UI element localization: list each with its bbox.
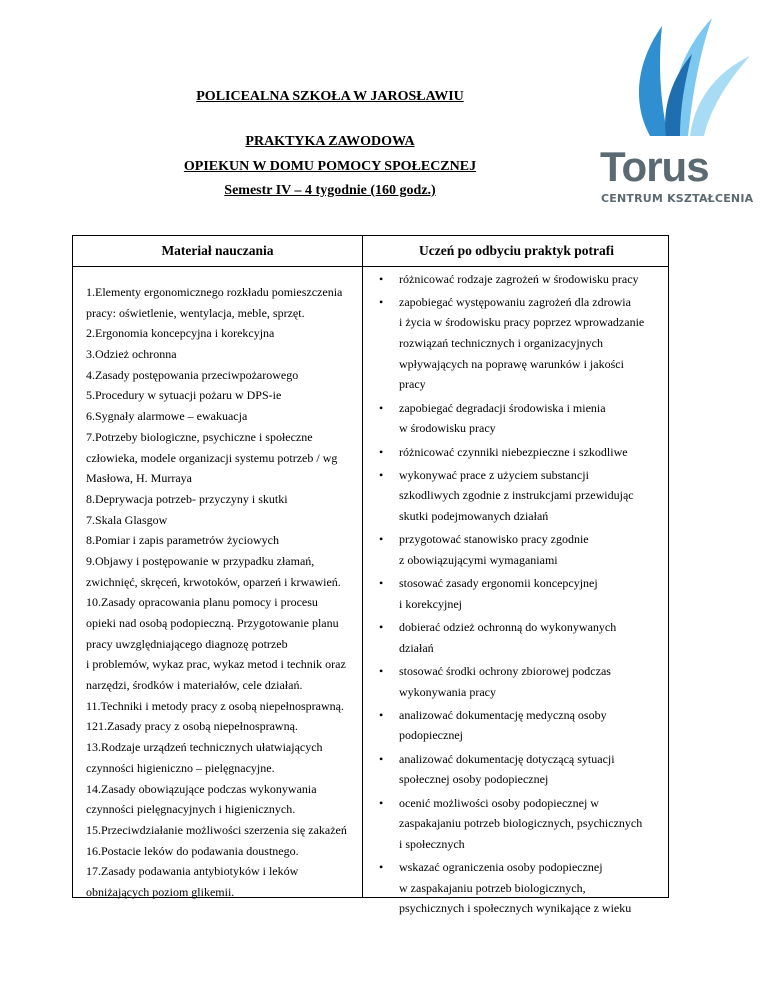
skill-item [375,793,665,855]
material-line: człowieka, modele organizacji systemu potrzeb / wg [86,450,338,465]
skill-line: • zapobiegać degradacji środowiska i mienia [399,400,606,415]
skill-line: pracy [399,377,426,392]
skill-line: z obowiązującymi wymaganiami [399,552,558,567]
material-line: pracy uwzględniającego diagnozę potrzeb [86,636,288,651]
material-list [86,282,360,903]
skill-line: • przygotować stanowisko pracy zgodnie [399,532,589,547]
material-line: 1.Elementy ergonomicznego rozkładu pomieszczenia [86,285,343,299]
skill-item [375,292,665,395]
skill-line: w zaspakajaniu potrzeb biologicznych, [399,880,586,895]
logo-subtitle: CENTRUM KSZTAŁCENIA [601,192,754,205]
skill-item [375,269,665,290]
material-line: 8.Deprywacja potrzeb- przyczyny i skutki [86,491,288,506]
skill-line: zaspakajaniu potrzeb biologicznych, psychicznych [399,816,643,831]
material-line: Masłowa, H. Murraya [86,471,192,486]
skill-item [375,465,665,527]
material-line: narzędzi, środków i materiałów, cele działań. [86,678,303,693]
material-line: 8.Pomiar i zapis parametrów życiowych [86,533,279,548]
material-line: 11.Techniki i metody pracy z osobą niepełnosprawną. [86,698,344,713]
material-line: 6.Sygnały alarmowe – ewakuacja [86,409,248,424]
skill-item [375,705,665,746]
skill-line: • różnicować czynniki niebezpieczne i szkodliwe [399,444,628,459]
skill-line: i korekcyjnej [399,596,462,611]
material-line: 13.Rodzaje urządzeń technicznych ułatwiających [86,740,323,755]
material-line: 14.Zasady obowiązujące podczas wykonywania [86,781,317,796]
material-line: 10.Zasady opracowania planu pomocy i procesu [86,595,318,610]
curriculum-table [72,235,669,916]
material-line: 3.Odzież ochronna [86,347,177,362]
skill-line: w środowisku pracy [399,421,496,436]
skill-line: społecznej osoby podopiecznej [399,772,549,787]
skill-item [375,442,665,463]
practice-title: PRAKTYKA ZAWODOWA [245,134,415,149]
skill-line: działań [399,640,434,655]
skill-item [375,661,665,702]
material-line: 121.Zasady pracy z osobą niepełnosprawną. [86,719,298,734]
skill-line: • analizować dokumentację medyczną osoby [399,707,607,722]
school-name: POLICEALNA SZKOŁA W JAROSŁAWIU [196,89,464,104]
skill-line: • dobierać odzież ochronną do wykonywanych [399,620,617,634]
material-line: 7.Potrzeby biologiczne, psychiczne i społeczne [86,429,313,444]
skill-item [375,573,665,614]
material-line: 15.Przeciwdziałanie możliwości szerzenia się zakażeń [86,822,347,837]
logo-brand: Torus [600,143,709,190]
material-line: 17.Zasady podawania antybiotyków i leków [86,864,299,879]
material-line: 7.Skala Glasgow [86,512,168,527]
material-line: czynności higieniczno – pielęgnacyjne. [86,760,275,775]
semester-info: Semestr IV – 4 tygodnie (160 godz.) [224,183,436,198]
material-line: zwichnięć, skręceń, krwotoków, oparzeń i krwawień. [86,574,341,589]
skill-item [375,857,665,919]
skill-line: skutki podejmowanych działań [399,509,549,524]
skill-line: podopiecznej [399,728,463,743]
material-line: 16.Postacie leków do podawania doustnego. [86,843,299,858]
material-line: 4.Zasady postępowania przeciwpożarowego [86,367,299,382]
skill-line: • ocenić możliwości osoby podopiecznej w [399,795,599,810]
skill-line: • wskazać ograniczenia osoby podopiecznej [399,860,603,875]
column-header-material: Materiał nauczania [161,243,274,258]
skill-item [375,617,665,658]
material-line: 5.Procedury w sytuacji pożaru w DPS-ie [86,388,282,403]
material-line: obniżających poziom glikemii. [86,884,235,899]
material-line: opieki nad osobą podopieczną. Przygotowanie planu [86,616,339,630]
skill-item [375,398,665,439]
skill-line: szkodliwych zgodnie z instrukcjami przewidując [399,488,634,503]
column-divider [362,236,363,897]
material-line: 2.Ergonomia koncepcyjna i korekcyjna [86,326,275,341]
skill-line: psychicznych i społecznych wynikające z wieku [399,901,632,916]
skill-line: • analizować dokumentację dotyczącą sytuacji [399,751,615,766]
skill-item [375,749,665,790]
skill-line: wpływających na poprawę warunków i jakości [399,356,624,371]
skill-line: • zapobiegać występowaniu zagrożeń dla zdrowia [399,294,631,309]
skill-line: i życia w środowisku pracy poprzez wprowadzanie [399,315,645,330]
material-line: pracy: oświetlenie, wentylacja, meble, sprzęt. [86,305,305,320]
material-line: i problemów, wykaz prac, wykaz metod i technik oraz [86,657,346,672]
material-line: czynności pielęgnacyjnych i higienicznych. [86,802,296,817]
column-header-skills: Uczeń po odbyciu praktyk potrafi [418,243,614,258]
skill-line: wykonywania pracy [399,684,496,699]
profession-title: OPIEKUN W DOMU POMOCY SPOŁECZNEJ [183,159,477,174]
skill-line: • stosować zasady ergonomii koncepcyjnej [399,576,598,591]
material-line: 9.Objawy i postępowanie w przypadku złamań, [86,553,315,568]
skill-line: • wykonywać prace z użyciem substancji [399,467,589,482]
skill-item [375,529,665,570]
skill-line: • stosować środki ochrony zbiorowej podczas [399,663,611,678]
skill-line: • różnicować rodzaje zagrożeń w środowisku pracy [399,271,639,286]
skill-line: rozwiązań technicznych i organizacyjnych [399,336,604,351]
skills-list [375,266,665,919]
skill-line: i społecznych [399,836,465,851]
